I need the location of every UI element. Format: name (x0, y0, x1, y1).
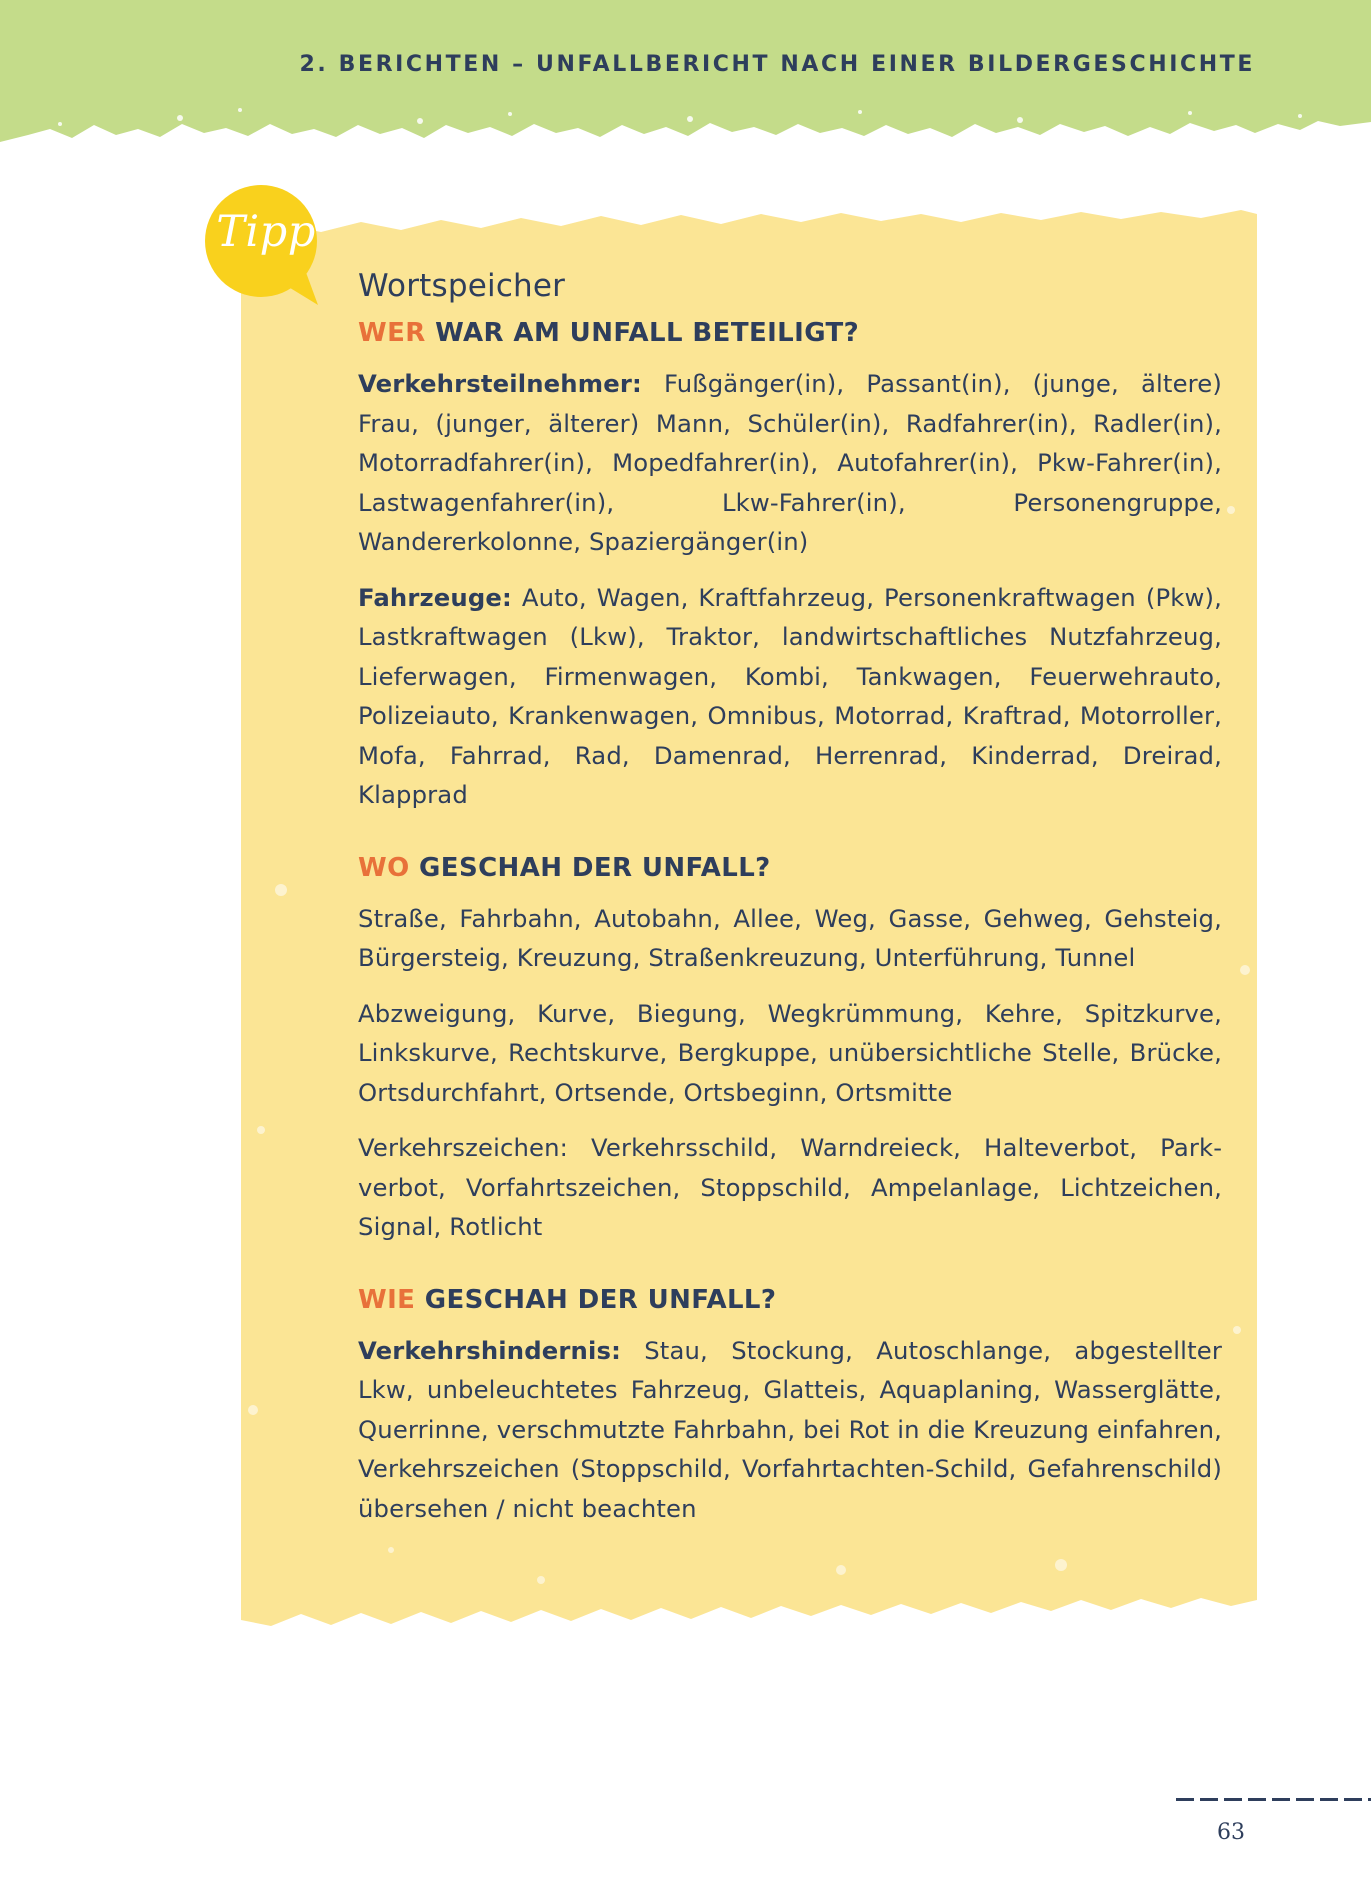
footer-dashed-rule (1176, 1798, 1371, 1801)
paragraph-verkehrshindernis (358, 1331, 1222, 1529)
tipp-label: Tipp (216, 207, 316, 257)
section-heading-accent: WIE (358, 1284, 416, 1315)
paragraph-text: Straße, Fahrbahn, Autobahn, Allee, Weg, Gasse, Gehweg, Gehsteig, Bürgersteig, Kreuzung, Straßenkreuzung, Unterführung, Tunnel (358, 903, 1222, 972)
paragraph-text: Stau, Stockung, Autoschlange, abgestellter Lkw, unbeleuchtetes Fahrzeug, Glatteis, Aquaplaning, Wasserglätte, Querrinne, verschmutzte Fahrbahn, bei Rot in die Kreuzung einfahren, Verkehrszeichen (Stoppschild, Vorfahrtachten-Schild, Gefahrenschild) übersehen / nicht beachten (358, 1335, 1222, 1523)
tipp-badge (200, 183, 328, 309)
paragraph-text: Auto, Wagen, Kraftfahrzeug, Personenkraftwagen (Pkw), Lastkraftwagen (Lkw), Traktor, landwirtschaftliches Nutzfahrzeug, Lieferwagen, Firmenwagen, Kombi, Tankwagen, Feuerwehrauto, Polizeiauto, Krankenwagen, Omnibus, Motorrad, Kraftrad, Motorroller, Mofa, Fahrrad, Rad, Damenrad, Herrenrad, Kinderrad, Dreirad, Klapprad (358, 582, 1223, 809)
tip-content (358, 268, 1222, 1544)
tip-title: Wortspeicher (358, 268, 566, 304)
section-heading-accent: WO (358, 852, 410, 883)
header-band (0, 0, 1371, 160)
paragraph-abzweigung (358, 994, 1222, 1113)
paragraph-verkehrszeichen (358, 1128, 1222, 1247)
section-heading-wer (358, 318, 1222, 348)
paragraph-lead: Fahrzeuge: (358, 582, 512, 612)
paragraph-text: Fußgänger(in), Passant(in), (junge, ältere) Frau, (junger, älterer) Mann, Schüler(in), Radfahrer(in), Radler(in), Motorradfahrer(in), Mopedfahrer(in), Autofahrer(in), Pkw-Fahrer(in), Lastwagenfahrer(in), Lkw-Fahrer(in), Personengruppe, Wandererkolonne, Spaziergänger(in) (358, 369, 1222, 556)
section-heading-accent: WER (358, 318, 426, 348)
paragraph-strassen (358, 899, 1222, 978)
paragraph-text: Verkehrszeichen: Verkehrsschild, Warndreieck, Halteverbot, Parkverbot, Vorfahrtszeichen, Stoppschild, Ampelanlage, Lichtzeichen, Signal, Rotlicht (358, 1133, 1222, 1241)
paragraph-fahrzeuge (358, 578, 1222, 815)
running-header: 2. BERICHTEN – UNFALLBERICHT NACH EINER BILDERGESCHICHTE (299, 52, 1255, 77)
section-heading-rest: WAR AM UNFALL BETEILIGT? (435, 318, 860, 348)
paragraph-lead: Verkehrsteilnehmer: (358, 369, 642, 398)
page-number: 63 (1217, 1820, 1245, 1845)
section-heading-rest: GESCHAH DER UNFALL? (419, 852, 771, 883)
paragraph-text: Abzweigung, Kurve, Biegung, Wegkrümmung, Kehre, Spitzkurve, Linkskurve, Rechtskurve, Bergkuppe, unübersichtliche Stelle, Brücke, Ortsdurchfahrt, Ortsende, Ortsbeginn, Ortsmitte (358, 998, 1222, 1107)
paragraph-verkehrsteilnehmer (358, 364, 1222, 562)
section-heading-rest: GESCHAH DER UNFALL? (424, 1284, 777, 1315)
section-heading-wie (358, 1285, 1222, 1315)
section-heading-wo (358, 853, 1222, 883)
paragraph-lead: Verkehrshindernis: (358, 1335, 621, 1365)
header-band-shape (0, 0, 1371, 160)
